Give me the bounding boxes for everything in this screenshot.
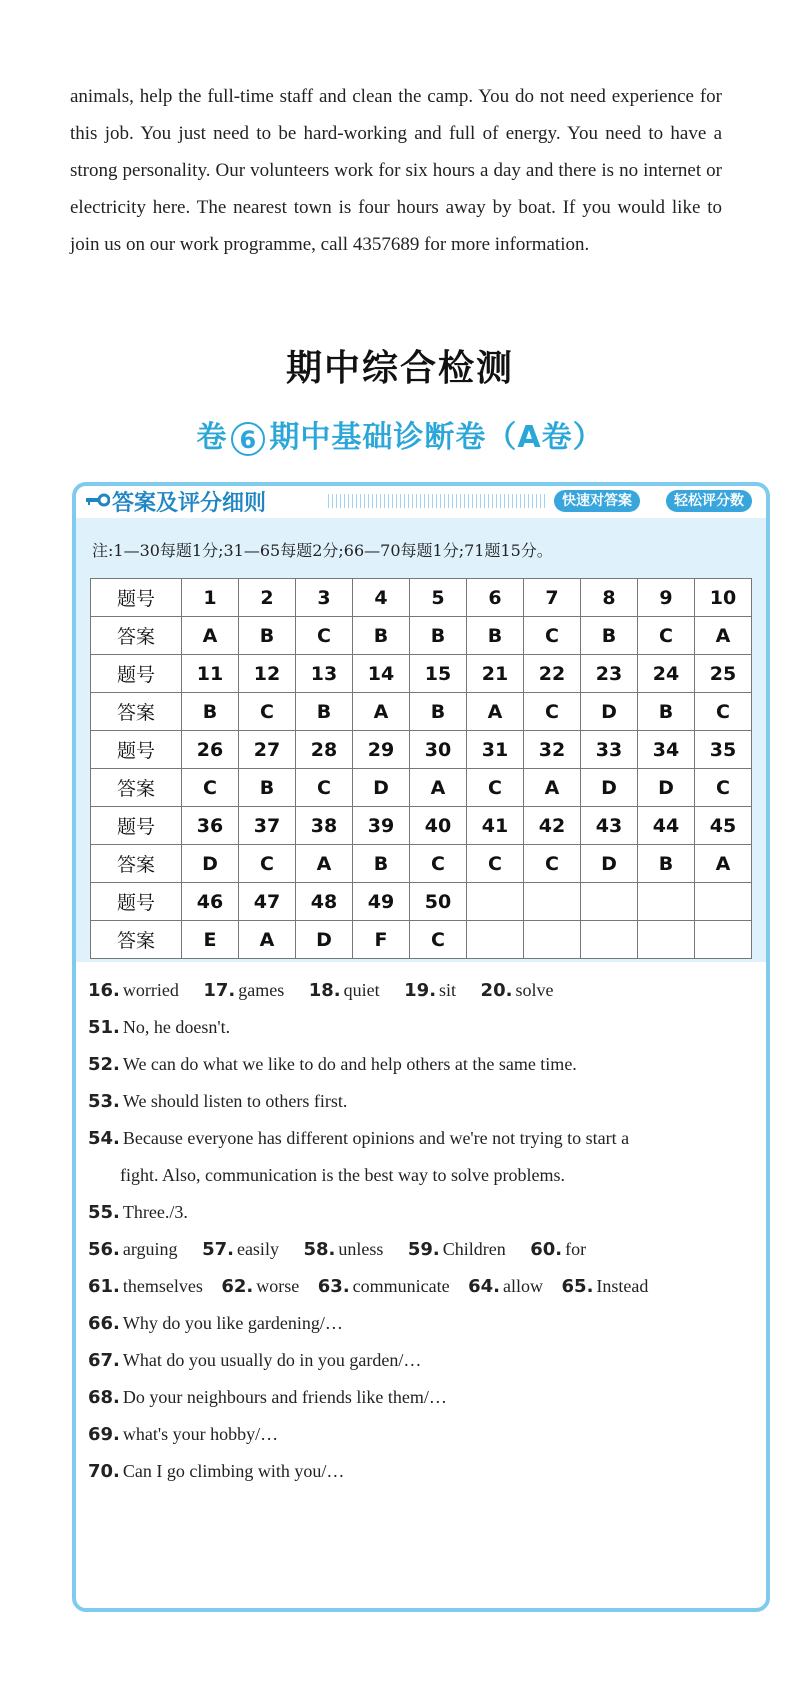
answer-cell: C	[467, 845, 524, 883]
question-number: 67.	[88, 1350, 120, 1371]
answer-key-box	[76, 518, 766, 962]
question-number: 19.	[404, 980, 437, 1001]
question-number-cell: 15	[410, 655, 467, 693]
answer-line-66	[88, 1305, 748, 1342]
answer-cell: B	[353, 845, 410, 883]
answer-cell	[467, 921, 524, 959]
question-number-cell: 33	[581, 731, 638, 769]
answer-row-label: 答案	[91, 921, 182, 959]
answer-text-continued: fight. Also, communication is the best way to solve problems.	[120, 1165, 565, 1185]
answer-cell: A	[467, 693, 524, 731]
answer-text: We should listen to others first.	[122, 1091, 348, 1111]
answer-cell: D	[581, 693, 638, 731]
question-number-cell	[581, 883, 638, 921]
answer-text: Do your neighbours and friends like them/…	[122, 1387, 447, 1407]
answer-text: solve	[515, 980, 554, 1000]
answer-cell: B	[239, 769, 296, 807]
answer-row-label: 答案	[91, 617, 182, 655]
answer-row-label: 答案	[91, 693, 182, 731]
answer-cell: C	[524, 693, 581, 731]
answer-cell: D	[581, 845, 638, 883]
answer-cell: E	[182, 921, 239, 959]
answer-cell: C	[410, 921, 467, 959]
answer-cell: C	[524, 845, 581, 883]
answer-cell: A	[695, 617, 752, 655]
answer-cell: C	[638, 617, 695, 655]
answer-line-16-20	[88, 972, 748, 1009]
answer-cell: B	[353, 617, 410, 655]
question-number-cell: 38	[296, 807, 353, 845]
question-row-label: 题号	[91, 655, 182, 693]
question-number-cell: 36	[182, 807, 239, 845]
question-number-cell: 1	[182, 579, 239, 617]
answer-cell: A	[695, 845, 752, 883]
answer-cell: A	[296, 845, 353, 883]
answer-text: worried	[122, 980, 179, 1000]
question-number-cell: 34	[638, 731, 695, 769]
answer-text: allow	[503, 1276, 544, 1296]
question-number-cell: 9	[638, 579, 695, 617]
page-title: 期中综合检测	[285, 348, 514, 389]
question-number-cell: 41	[467, 807, 524, 845]
answer-cell: A	[524, 769, 581, 807]
answer-text: We can do what we like to do and help others at the same time.	[122, 1054, 577, 1074]
answer-row	[91, 845, 752, 883]
quick-check-badge: 快速对答案	[554, 490, 640, 512]
answer-cell: D	[353, 769, 410, 807]
question-number-cell: 5	[410, 579, 467, 617]
answer-line-54	[88, 1120, 748, 1194]
question-row	[91, 579, 752, 617]
question-number-cell: 27	[239, 731, 296, 769]
question-number-cell: 25	[695, 655, 752, 693]
question-number-cell: 29	[353, 731, 410, 769]
answer-line-56-60	[88, 1231, 748, 1268]
key-icon	[86, 493, 110, 507]
scoring-note: 注:1—30每题1分;31—65每题2分;66—70每题1分;71题15分。	[92, 541, 553, 560]
answer-cell: C	[296, 617, 353, 655]
answer-cell	[695, 921, 752, 959]
answer-line-67	[88, 1342, 748, 1379]
answer-text: sit	[439, 980, 457, 1000]
answer-row-label: 答案	[91, 769, 182, 807]
answer-cell: C	[410, 845, 467, 883]
question-number-cell	[638, 883, 695, 921]
question-number-cell: 40	[410, 807, 467, 845]
question-number-cell: 13	[296, 655, 353, 693]
question-number: 65.	[561, 1276, 594, 1297]
question-number-cell: 3	[296, 579, 353, 617]
answer-cell: D	[638, 769, 695, 807]
question-number-cell: 48	[296, 883, 353, 921]
question-number-cell: 39	[353, 807, 410, 845]
question-number-cell: 10	[695, 579, 752, 617]
answer-cell: D	[182, 845, 239, 883]
question-row	[91, 731, 752, 769]
answer-cell: C	[524, 617, 581, 655]
answer-cell: A	[182, 617, 239, 655]
answer-cell: C	[695, 769, 752, 807]
question-row-label: 题号	[91, 731, 182, 769]
answer-row	[91, 921, 752, 959]
question-number: 16.	[88, 980, 120, 1001]
answer-line-68	[88, 1379, 748, 1416]
answer-text: Instead	[596, 1276, 649, 1296]
question-number: 17.	[203, 980, 236, 1001]
answer-text: worse	[256, 1276, 300, 1296]
answer-line-70	[88, 1453, 748, 1490]
intro-passage	[70, 78, 722, 263]
question-number: 60.	[530, 1239, 563, 1260]
question-number-cell: 43	[581, 807, 638, 845]
subtitle-prefix: 卷	[196, 420, 228, 455]
question-number: 63.	[317, 1276, 350, 1297]
question-number-cell	[467, 883, 524, 921]
question-number-cell: 47	[239, 883, 296, 921]
question-number: 66.	[88, 1313, 120, 1334]
question-number: 55.	[88, 1202, 120, 1223]
question-number-cell: 22	[524, 655, 581, 693]
question-number: 52.	[88, 1054, 120, 1075]
answer-cell: C	[182, 769, 239, 807]
answer-cell: B	[410, 617, 467, 655]
question-number-cell: 46	[182, 883, 239, 921]
question-number-cell: 32	[524, 731, 581, 769]
question-number-cell	[524, 883, 581, 921]
question-number-cell: 30	[410, 731, 467, 769]
question-number-cell: 45	[695, 807, 752, 845]
panel-header	[76, 486, 766, 516]
question-number-cell: 4	[353, 579, 410, 617]
answer-text: unless	[338, 1239, 384, 1259]
answer-text: games	[238, 980, 285, 1000]
question-number-cell: 28	[296, 731, 353, 769]
question-row-label: 题号	[91, 807, 182, 845]
answer-cell: D	[581, 769, 638, 807]
question-number: 53.	[88, 1091, 120, 1112]
answer-text: Because everyone has different opinions and we're not trying to start a	[122, 1128, 630, 1148]
question-number: 58.	[303, 1239, 336, 1260]
answer-line-61-65	[88, 1268, 748, 1305]
question-row-label: 题号	[91, 883, 182, 921]
answer-text: Can I go climbing with you/…	[122, 1461, 345, 1481]
answer-cell: B	[638, 693, 695, 731]
answer-line-55	[88, 1194, 748, 1231]
answer-text: No, he doesn't.	[122, 1017, 231, 1037]
answer-text: for	[565, 1239, 587, 1259]
answer-text: What do you usually do in you garden/…	[122, 1350, 422, 1370]
question-number: 68.	[88, 1387, 120, 1408]
intro-paragraph: animals, help the full-time staff and clean the camp. You do not need experience for this job. You just need to be hard-working and full of energy. You need to have a strong personality. Our volunteers work for six hours a day and there is no internet or electricity here. The nearest town is four hours away by boat. If you would like to join us on our work programme, call 4357689 for more information.	[70, 86, 722, 255]
answer-cell	[524, 921, 581, 959]
answer-text: arguing	[122, 1239, 178, 1259]
decorative-ruler	[328, 494, 546, 508]
answer-cell: B	[239, 617, 296, 655]
answer-line-52	[88, 1046, 748, 1083]
question-number: 62.	[221, 1276, 254, 1297]
answer-line-51	[88, 1009, 748, 1046]
question-number-cell: 35	[695, 731, 752, 769]
answer-text: communicate	[352, 1276, 450, 1296]
question-number: 64.	[468, 1276, 501, 1297]
answer-cell: B	[296, 693, 353, 731]
question-number: 57.	[202, 1239, 234, 1260]
answer-line-69	[88, 1416, 748, 1453]
question-number: 56.	[88, 1239, 120, 1260]
easy-score-badge: 轻松评分数	[666, 490, 752, 512]
question-number: 18.	[308, 980, 341, 1001]
answer-cell: B	[410, 693, 467, 731]
answer-cell: F	[353, 921, 410, 959]
question-number-cell: 31	[467, 731, 524, 769]
answer-cell	[581, 921, 638, 959]
answer-row	[91, 617, 752, 655]
question-number-cell: 12	[239, 655, 296, 693]
answer-table	[90, 578, 752, 959]
paper-number-circle: 6	[231, 422, 265, 456]
answer-text: quiet	[343, 980, 380, 1000]
answer-cell: B	[581, 617, 638, 655]
answer-text: themselves	[122, 1276, 203, 1296]
question-number-cell: 37	[239, 807, 296, 845]
question-number-cell: 26	[182, 731, 239, 769]
answer-cell: C	[296, 769, 353, 807]
question-number-cell: 50	[410, 883, 467, 921]
answer-cell: B	[182, 693, 239, 731]
subtitle-rest: 期中基础诊断卷（A卷）	[269, 420, 604, 455]
answer-row	[91, 769, 752, 807]
answer-cell: A	[353, 693, 410, 731]
answer-text: what's your hobby/…	[122, 1424, 279, 1444]
question-number-cell: 24	[638, 655, 695, 693]
answer-cell: A	[410, 769, 467, 807]
answer-panel	[72, 482, 770, 1612]
question-number-cell: 42	[524, 807, 581, 845]
answer-cell: B	[467, 617, 524, 655]
answer-cell: C	[467, 769, 524, 807]
question-number-cell: 21	[467, 655, 524, 693]
answer-cell	[638, 921, 695, 959]
question-number: 61.	[88, 1276, 120, 1297]
question-number-cell	[695, 883, 752, 921]
question-number-cell: 8	[581, 579, 638, 617]
answer-cell: B	[638, 845, 695, 883]
answer-text: Children	[442, 1239, 506, 1259]
question-row	[91, 883, 752, 921]
answer-row-label: 答案	[91, 845, 182, 883]
written-answers	[88, 972, 748, 1490]
question-number-cell: 11	[182, 655, 239, 693]
paper-subtitle	[0, 412, 800, 456]
question-number-cell: 7	[524, 579, 581, 617]
answer-cell: C	[239, 693, 296, 731]
answer-cell: A	[239, 921, 296, 959]
question-number: 59.	[407, 1239, 440, 1260]
question-number: 54.	[88, 1128, 120, 1149]
question-row-label: 题号	[91, 579, 182, 617]
question-number-cell: 14	[353, 655, 410, 693]
question-number-cell: 44	[638, 807, 695, 845]
question-number-cell: 2	[239, 579, 296, 617]
question-number: 69.	[88, 1424, 120, 1445]
answer-line-53	[88, 1083, 748, 1120]
answer-row	[91, 693, 752, 731]
answer-text: easily	[236, 1239, 279, 1259]
panel-heading: 答案及评分细则	[112, 491, 267, 516]
answer-cell: C	[695, 693, 752, 731]
question-row	[91, 807, 752, 845]
question-number: 70.	[88, 1461, 120, 1482]
question-row	[91, 655, 752, 693]
question-number-cell: 49	[353, 883, 410, 921]
answer-cell: D	[296, 921, 353, 959]
question-number-cell: 6	[467, 579, 524, 617]
answer-cell: C	[239, 845, 296, 883]
question-number: 20.	[480, 980, 513, 1001]
question-number: 51.	[88, 1017, 120, 1038]
answer-text: Why do you like gardening/…	[122, 1313, 343, 1333]
question-number-cell: 23	[581, 655, 638, 693]
answer-text: Three./3.	[122, 1202, 188, 1222]
